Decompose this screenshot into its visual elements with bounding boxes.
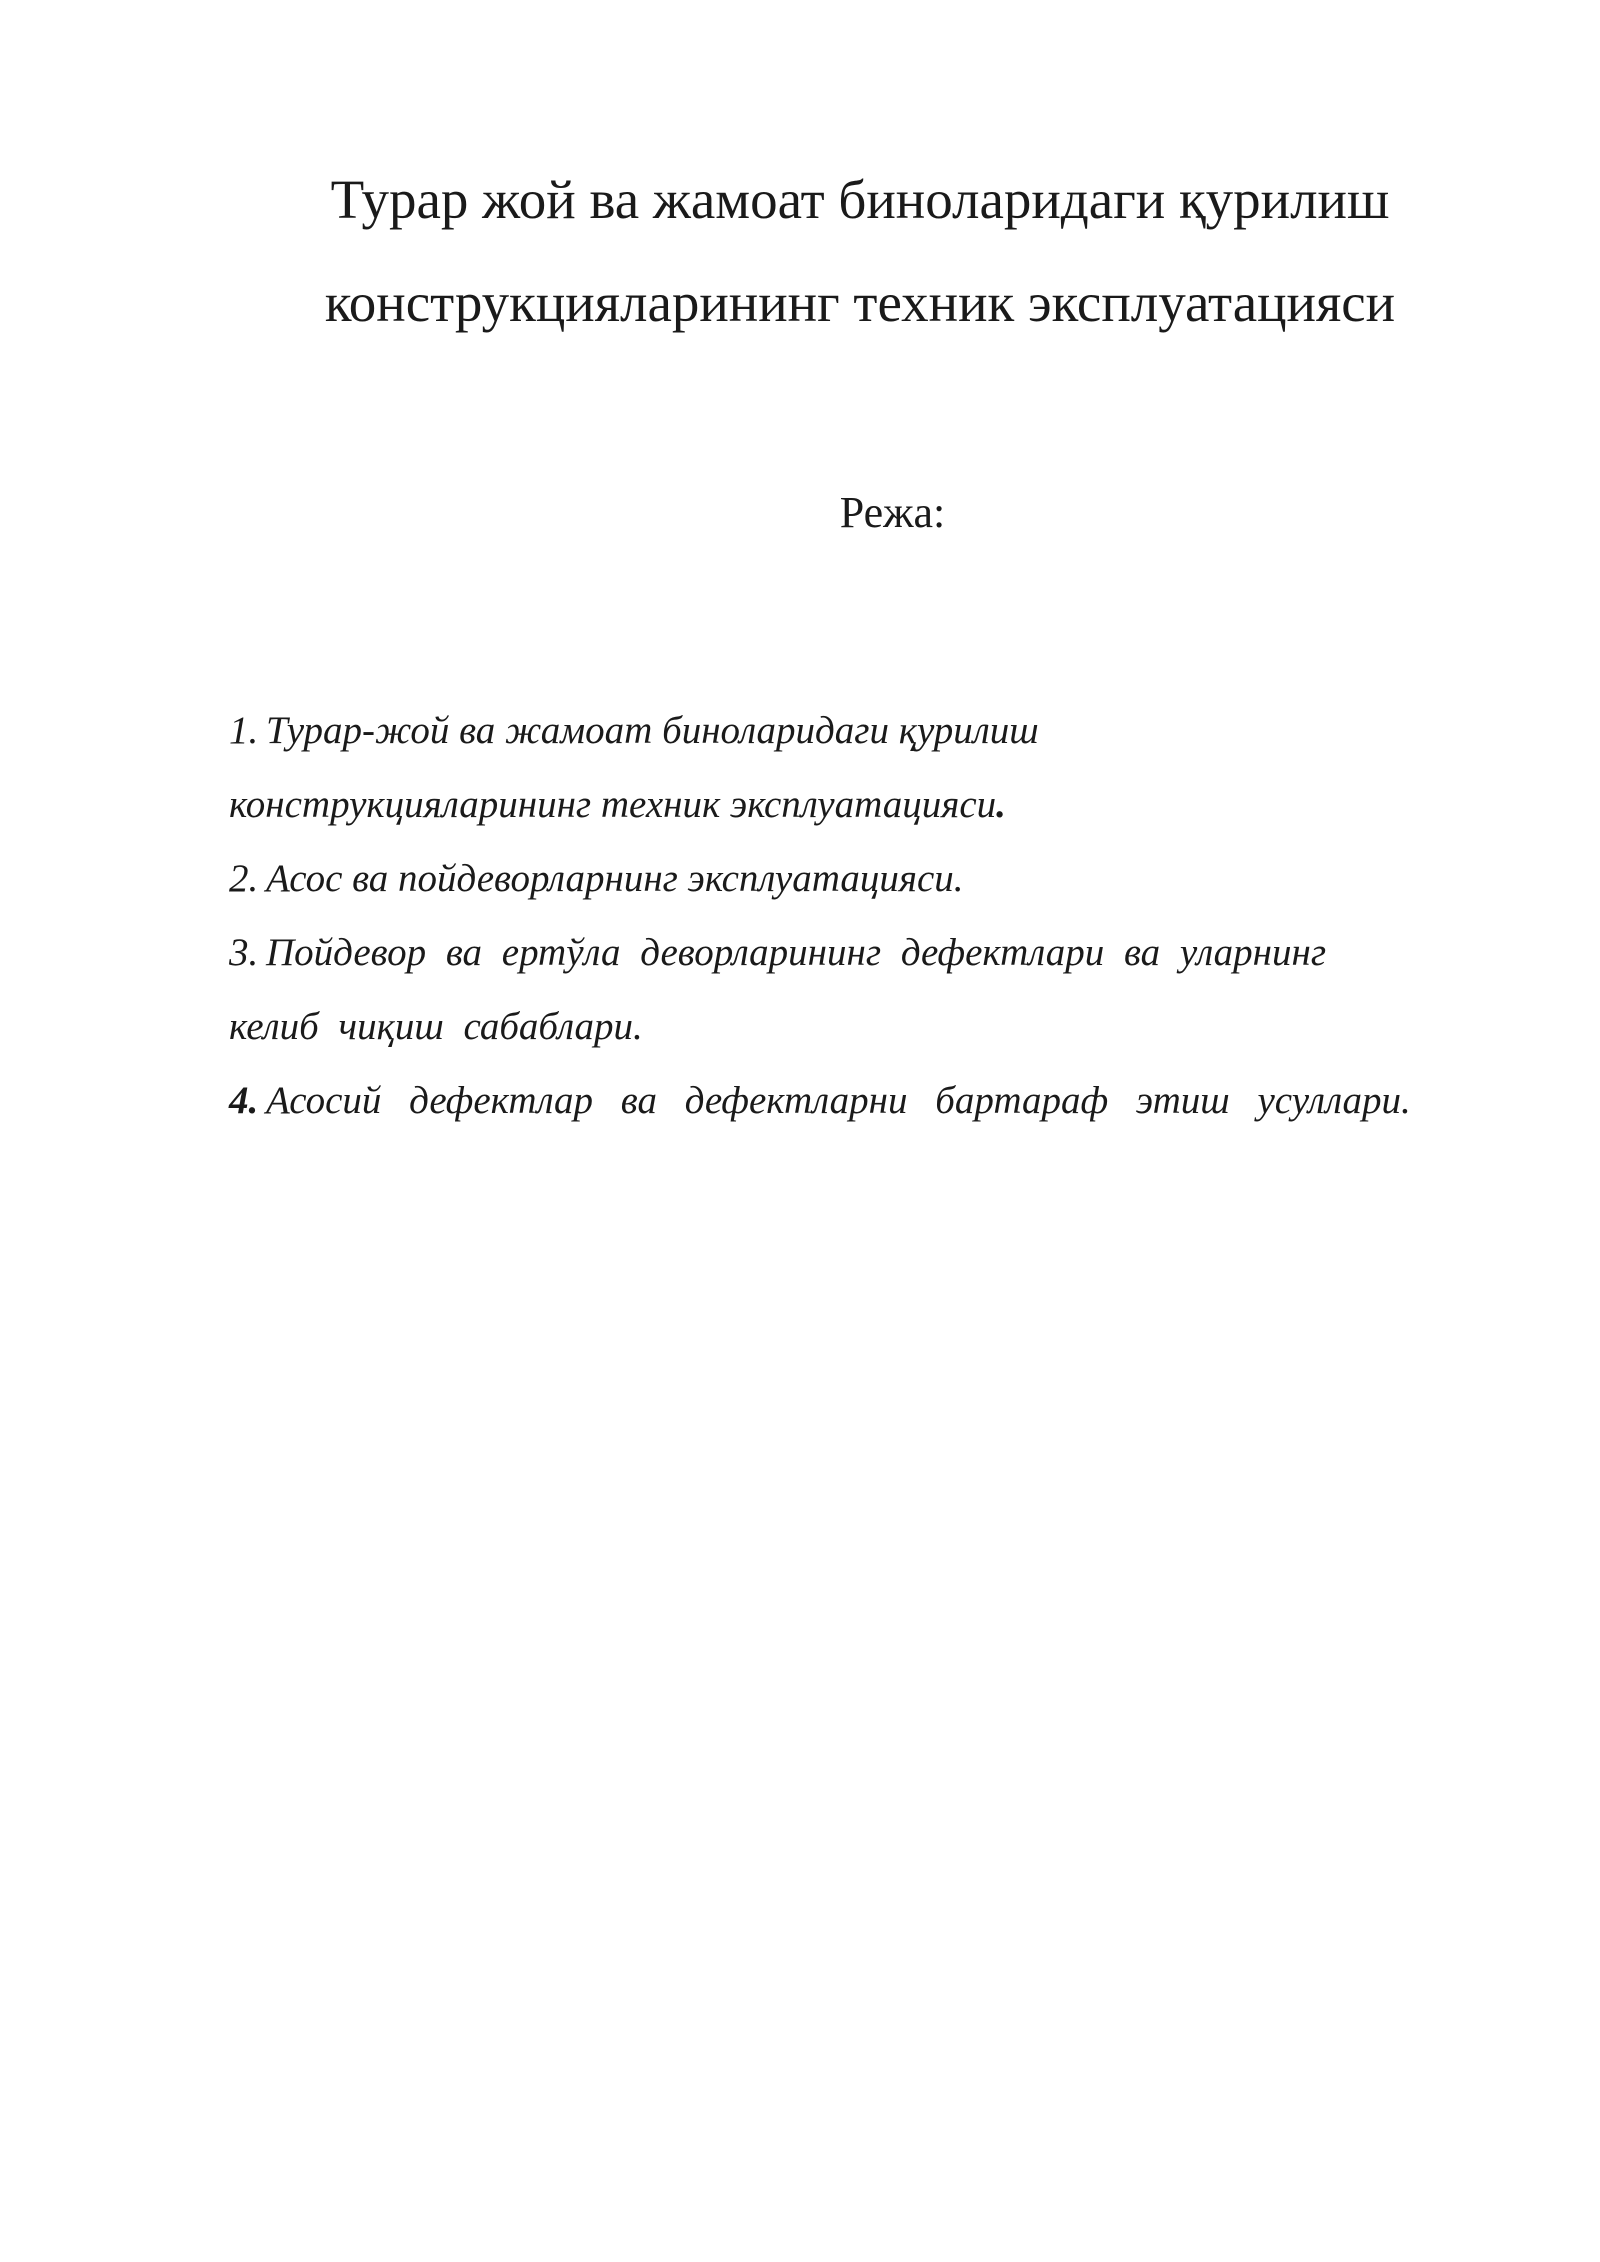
plan-item-text: Асосий дефектлар ва дефектларни бартараф этиш усуллари. xyxy=(266,1079,1411,1122)
plan-item-text-continued: конструкцияларининг техник эксплуатацияси xyxy=(229,783,997,826)
plan-item-text: Пойдевор ва ертўла деворларининг дефектлари ва уларнинг xyxy=(266,931,1327,974)
plan-item-text: Асос ва пойдеворларнинг эксплуатацияси. xyxy=(266,857,964,900)
plan-item-3 xyxy=(229,916,1529,1064)
plan-item-number: 3. xyxy=(229,931,259,974)
plan-item-end-dot: . xyxy=(996,783,1006,826)
plan-item-number: 4. xyxy=(229,1079,259,1122)
document-title xyxy=(200,148,1520,354)
plan-item-number: 1. xyxy=(229,709,259,752)
plan-item-1 xyxy=(229,694,1529,842)
plan-list xyxy=(229,694,1529,1138)
plan-item-4 xyxy=(229,1064,1529,1138)
plan-item-text-continued: келиб чиқиш сабаблари. xyxy=(229,1005,643,1048)
plan-item-number: 2. xyxy=(229,857,259,900)
plan-heading: Режа: xyxy=(839,488,946,537)
title-line-2: конструкцияларининг техник эксплуатацияси xyxy=(324,272,1396,333)
plan-item-2 xyxy=(229,842,1529,916)
title-line-1: Турар жой ва жамоат биноларидаги қурилиш xyxy=(330,169,1390,230)
plan-item-text: Турар-жой ва жамоат биноларидаги қурилиш xyxy=(266,709,1039,752)
